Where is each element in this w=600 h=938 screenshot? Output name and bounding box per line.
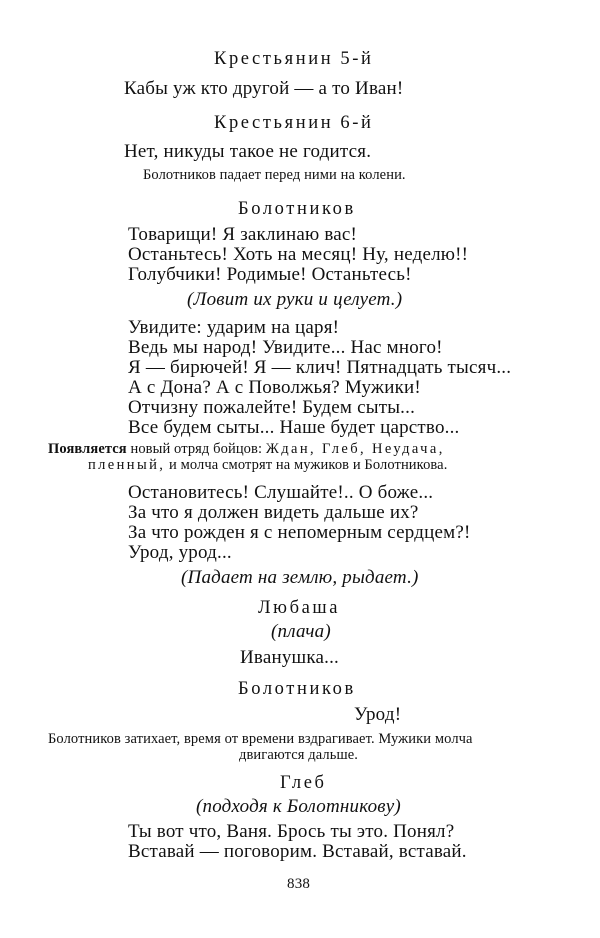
speaker-gleb: Глеб (280, 773, 327, 793)
stage-verb: Появляется (48, 441, 127, 457)
speaker-peasant-6: Крестьянин 6-й (214, 113, 374, 133)
stage-direction-line-2 (88, 456, 447, 474)
dialogue-line: Иванушка... (240, 647, 339, 668)
stage-direction-italic: (подходя к Болотникову) (196, 796, 401, 817)
stage-direction-line-2: двигаются дальше. (239, 747, 358, 763)
stage-names: пленный, (88, 457, 166, 473)
dialogue-line: Кабы уж кто другой — а то Иван! (124, 78, 404, 99)
stage-text: новый отряд бойцов: (126, 441, 266, 457)
dialogue-line: Ведь мы народ! Увидите... Нас много! (128, 337, 443, 358)
speaker-peasant-5: Крестьянин 5-й (214, 49, 374, 69)
speaker-lyubasha: Любаша (258, 598, 341, 618)
dialogue-line: Товарищи! Я заклинаю вас! (128, 224, 358, 245)
dialogue-line: Ты вот что, Ваня. Брось ты это. Понял? (128, 821, 455, 842)
dialogue-line: Голубчики! Родимые! Останьтесь! (128, 264, 412, 285)
dialogue-line: Нет, никуды такое не годится. (124, 141, 372, 162)
dialogue-line: Останьтесь! Хоть на месяц! Ну, неделю!! (128, 244, 469, 265)
stage-direction-italic: (плача) (271, 621, 331, 642)
dialogue-line: Урод! (354, 704, 402, 725)
dialogue-line: А с Дона? А с Поволжья? Мужики! (128, 377, 421, 398)
dialogue-line: Урод, урод... (128, 542, 232, 563)
dialogue-line: Остановитесь! Слушайте!.. О боже... (128, 482, 434, 503)
stage-direction-italic: (Падает на землю, рыдает.) (181, 567, 419, 588)
stage-text: и молча смотрят на мужиков и Болотникова. (165, 457, 448, 473)
dialogue-line: За что я должен видеть дальше их? (128, 502, 419, 523)
page-number: 838 (287, 876, 311, 892)
dialogue-line: Все будем сыты... Наше будет царство... (128, 417, 460, 438)
dialogue-line: Вставай — поговорим. Вставай, вставай. (128, 841, 467, 862)
speaker-bolotnikov: Болотников (238, 679, 356, 699)
stage-direction-line-1: Болотников затихает, время от времени вздрагивает. Мужики молча (48, 731, 473, 747)
speaker-bolotnikov: Болотников (238, 199, 356, 219)
stage-direction: Болотников падает перед ними на колени. (143, 167, 406, 183)
dialogue-line: За что рожден я с непомерным сердцем?! (128, 522, 471, 543)
dialogue-line: Увидите: ударим на царя! (128, 317, 340, 338)
stage-names: Ждан, Глеб, Неудача, (265, 441, 445, 457)
dialogue-line: Отчизну пожалейте! Будем сыты... (128, 397, 416, 418)
dialogue-line: Я — бирючей! Я — клич! Пятнадцать тысяч... (128, 357, 512, 378)
stage-direction-italic: (Ловит их руки и целует.) (187, 289, 403, 310)
